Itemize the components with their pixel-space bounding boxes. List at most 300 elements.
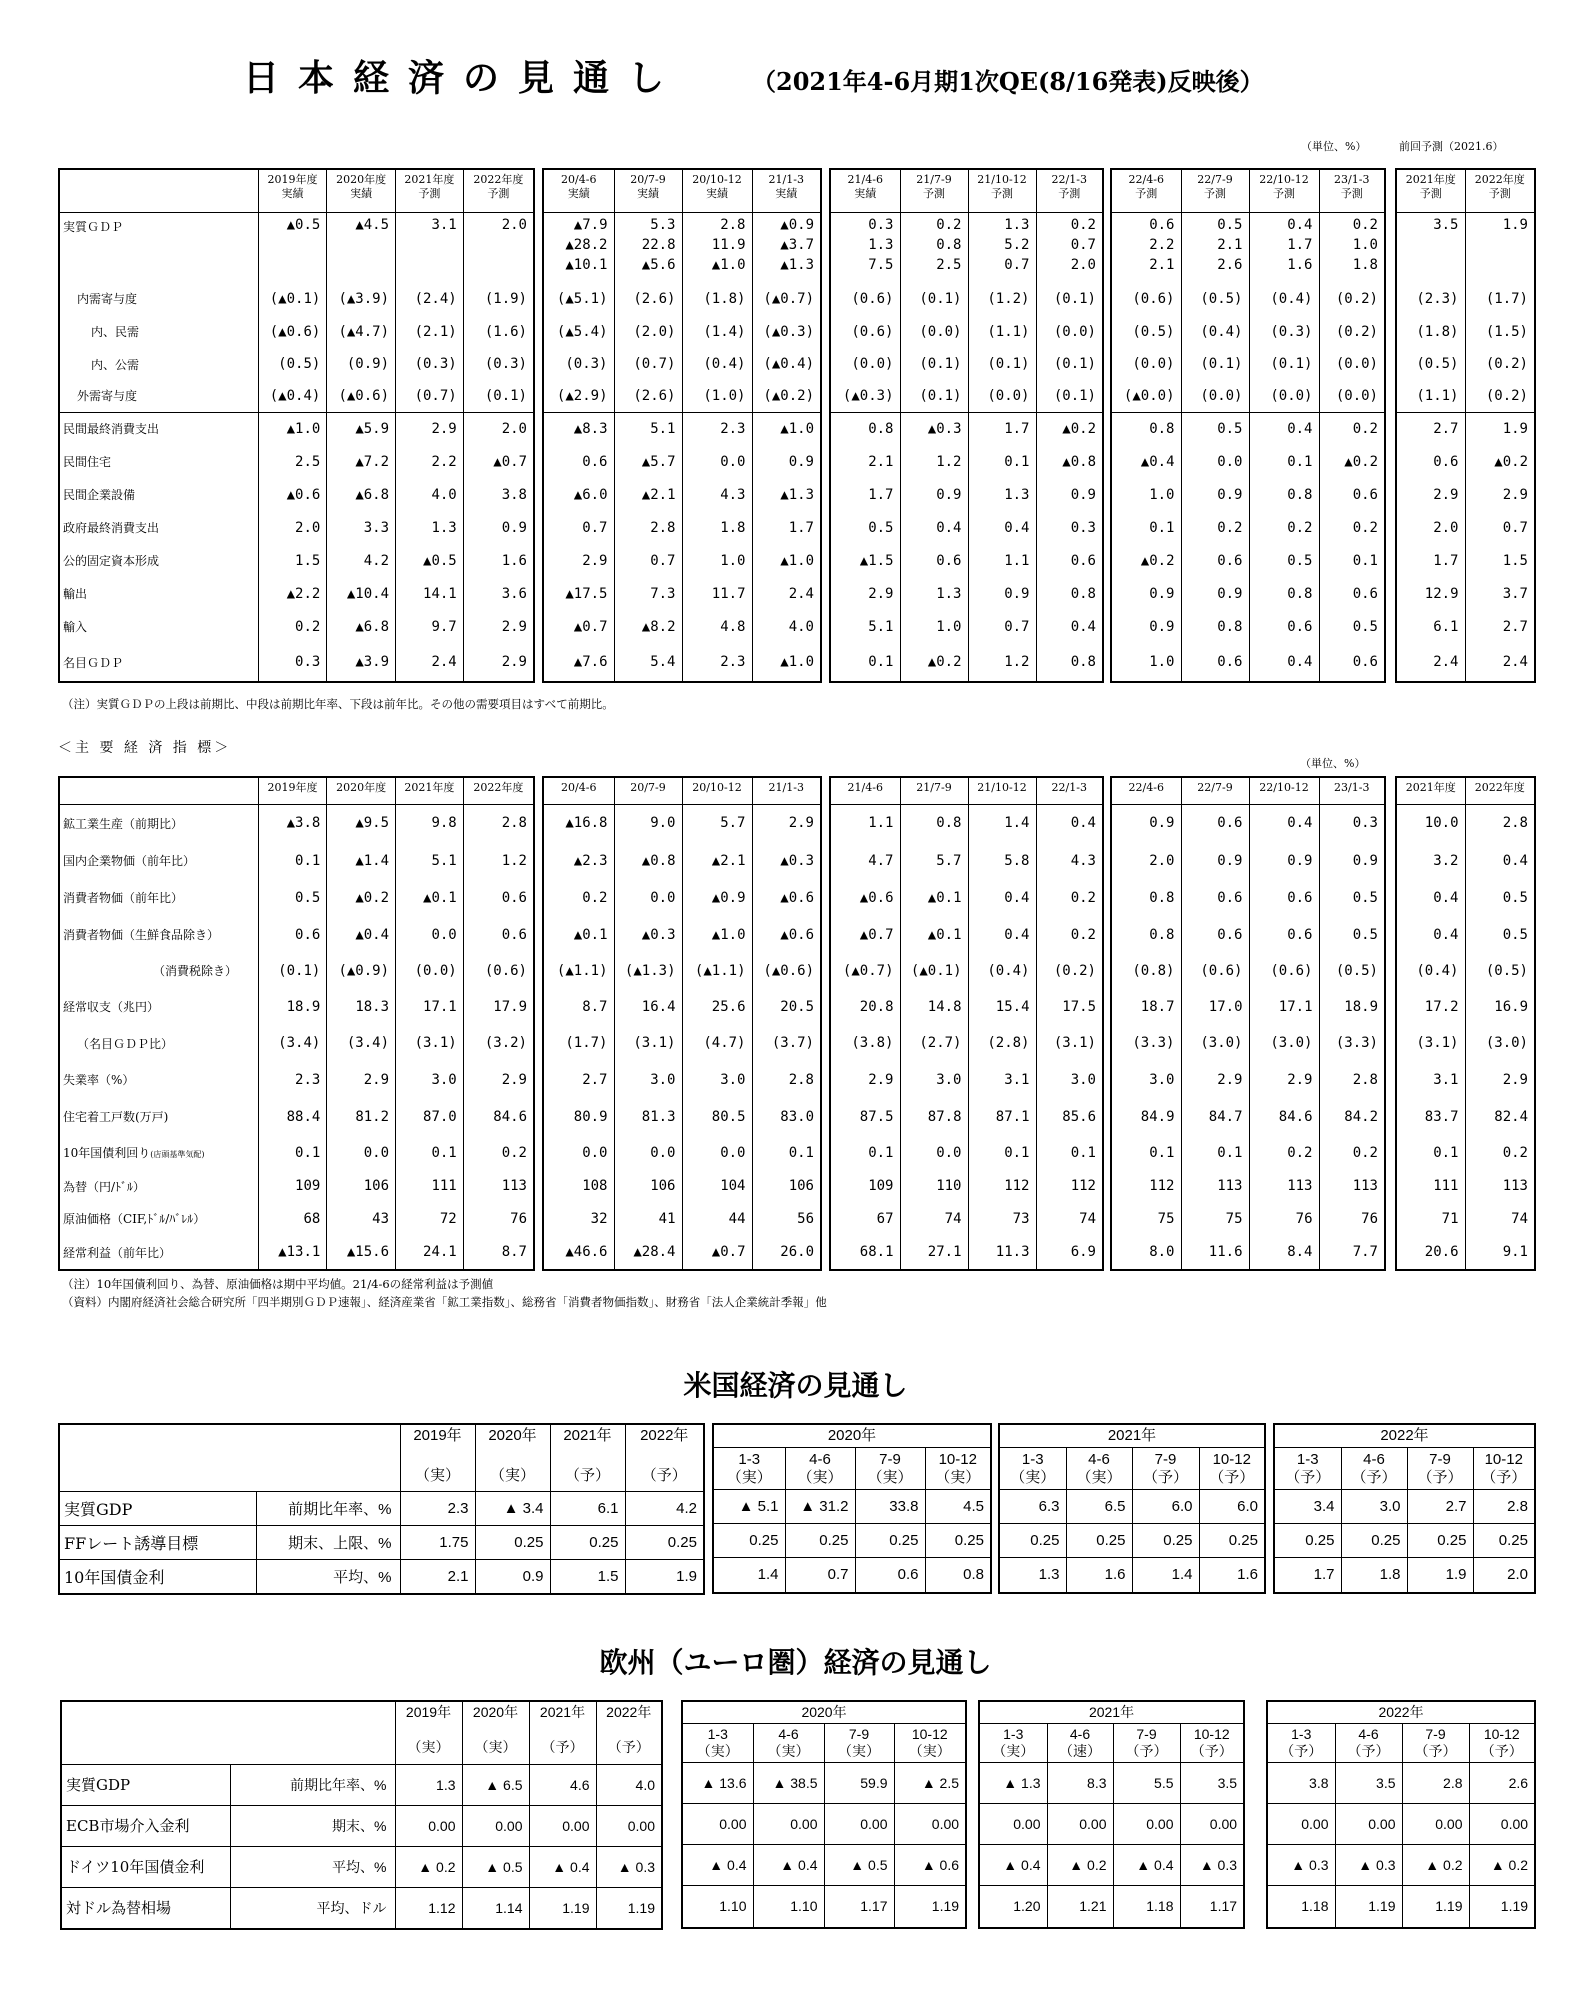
column-header	[462, 1702, 529, 1764]
value-cell: 2.9	[1249, 1061, 1319, 1098]
value-cell: (1.7)	[565, 1035, 608, 1051]
quarter-header	[785, 1448, 855, 1490]
row-label-text: 外需寄与度	[77, 389, 138, 404]
value-cell: 0.3 1.3 7.5	[868, 216, 894, 273]
value-cell: 10.0	[1424, 815, 1459, 832]
row-label: 実質GDP	[62, 1764, 230, 1805]
column-header-year: 2019年	[413, 1427, 462, 1444]
value-cell: (1.8)	[682, 282, 752, 315]
table-row	[1112, 804, 1384, 842]
value-cell: (▲0.9)	[327, 953, 396, 988]
value-cell: 0.9	[900, 478, 968, 511]
value-cell: (0.5)	[1132, 323, 1175, 340]
value-cell: (2.6)	[614, 282, 682, 315]
column-header-year: 2019年	[405, 1704, 452, 1720]
column-header	[682, 778, 752, 804]
value-cell: 4.7	[868, 852, 894, 869]
table-row	[60, 1098, 533, 1135]
value-cell: 75	[1181, 1202, 1249, 1235]
value-cell: 113	[1249, 1170, 1319, 1202]
value-cell: 2.4	[752, 577, 820, 610]
value-cell: 6.1	[1433, 618, 1459, 635]
value-cell: (0.4)	[968, 953, 1036, 988]
value-cell: 0.2	[1319, 412, 1384, 445]
column-header	[1181, 778, 1249, 804]
value-cell: 1.6	[463, 544, 533, 577]
value-cell: ▲1.0	[752, 412, 820, 445]
column-header	[831, 170, 900, 212]
value-cell: (▲0.6)	[258, 315, 327, 348]
value-cell: (▲5.4)	[556, 323, 608, 340]
value-cell: ▲ 0.4	[529, 1846, 596, 1887]
value-cell: 0.6	[1181, 804, 1249, 842]
quarter-status: （予）	[1280, 1743, 1323, 1759]
value-cell: 1.7	[1433, 552, 1459, 569]
quarter-header	[714, 1448, 785, 1490]
value-cell: (2.3)	[1416, 290, 1459, 307]
value-cell: 0.4	[1433, 926, 1459, 943]
value-cell: 81.3	[614, 1098, 682, 1135]
value-cell: 1.1	[868, 815, 894, 832]
table-row	[831, 842, 1102, 879]
value-cell: 0.9	[968, 577, 1036, 610]
value-cell: ▲0.1	[396, 879, 464, 916]
table-row	[831, 577, 1102, 610]
value-cell: 87.0	[396, 1098, 464, 1135]
value-cell: 0.1	[1036, 1135, 1102, 1170]
value-cell: ▲0.8	[614, 842, 682, 879]
value-cell: 6.0	[1132, 1490, 1199, 1524]
value-cell: ▲0.7	[682, 1235, 752, 1269]
table-row	[831, 478, 1102, 511]
value-cell: 4.5	[925, 1490, 990, 1524]
value-cell: 0.6	[1181, 916, 1249, 953]
jp1-group-1	[58, 168, 535, 683]
column-header-line: 予測	[1419, 187, 1442, 200]
value-cell: 1.19	[1335, 1886, 1402, 1927]
column-header	[614, 170, 682, 212]
table-row	[60, 315, 533, 348]
value-cell: 0.0	[682, 445, 752, 478]
value-cell: 84.2	[1319, 1098, 1384, 1135]
value-cell: 1.20	[980, 1886, 1047, 1927]
table-row	[1397, 916, 1534, 953]
value-cell: 2.1	[868, 453, 894, 470]
table-row	[1112, 1025, 1384, 1061]
value-cell: 72	[396, 1202, 464, 1235]
value-cell: 84.6	[463, 1098, 533, 1135]
value-cell: 0.8	[831, 412, 900, 445]
value-cell: 4.0	[596, 1764, 661, 1805]
value-cell: 5.3 22.8 ▲5.6	[614, 212, 682, 282]
table-row	[1397, 1098, 1534, 1135]
value-cell: 0.00	[1047, 1804, 1113, 1845]
quarter-status: （予）	[1480, 1743, 1523, 1759]
row-label	[60, 879, 258, 916]
table-row	[60, 804, 533, 842]
value-cell: 88.4	[258, 1098, 327, 1135]
value-cell: 1.18	[1113, 1886, 1180, 1927]
value-cell: 24.1	[396, 1235, 464, 1269]
column-header-line: 22/1-3	[1051, 173, 1087, 186]
value-cell: 0.25	[714, 1524, 785, 1558]
value-cell: ▲0.2	[327, 879, 396, 916]
value-cell: ▲0.7	[463, 445, 533, 478]
value-cell: (0.0)	[1181, 380, 1249, 412]
value-cell: (▲0.0)	[1123, 387, 1175, 404]
value-cell: 1.3 5.2 0.7	[968, 212, 1036, 282]
table-row	[1112, 1135, 1384, 1170]
row-label	[60, 988, 258, 1025]
value-cell: (1.4)	[682, 315, 752, 348]
value-cell: 1.0	[682, 544, 752, 577]
value-cell: 0.2	[1036, 879, 1102, 916]
value-cell: ▲ 0.4	[753, 1845, 824, 1886]
us-group-1	[58, 1423, 705, 1595]
value-cell: 84.7	[1181, 1098, 1249, 1135]
jp2-group-3	[829, 776, 1104, 1271]
value-cell: 11.7	[682, 577, 752, 610]
row-label-text: 民間住宅	[63, 455, 112, 469]
us-group-4	[1273, 1423, 1536, 1594]
value-cell: 0.2 0.7 2.0	[1036, 212, 1102, 282]
value-cell: 1.18	[1268, 1886, 1335, 1927]
table-row	[1000, 1490, 1264, 1524]
value-cell: 1.3	[395, 1764, 462, 1805]
value-cell: 74	[1465, 1202, 1534, 1235]
column-header-line: 2022年度	[1474, 781, 1525, 794]
value-cell: (▲0.3)	[842, 387, 894, 404]
value-cell: 0.2	[1181, 511, 1249, 544]
table-row	[544, 879, 820, 916]
table-row	[544, 610, 820, 643]
value-cell: 18.3	[327, 988, 396, 1025]
table-row	[1112, 380, 1384, 412]
value-cell: 68.1	[859, 1244, 894, 1260]
value-cell: 113	[1319, 1170, 1384, 1202]
value-cell: (▲0.4)	[752, 348, 820, 380]
table-row	[60, 879, 533, 916]
column-header	[529, 1702, 596, 1764]
value-cell: ▲2.2	[258, 577, 327, 610]
table-row	[544, 1025, 820, 1061]
value-cell: 0.6	[1249, 610, 1319, 643]
quarter-status: （予）	[1125, 1743, 1168, 1759]
value-cell: 111	[1433, 1178, 1459, 1194]
value-cell: (▲0.3)	[752, 315, 820, 348]
value-cell: 0.5	[1465, 879, 1534, 916]
value-cell: 0.00	[1268, 1804, 1335, 1845]
quarter-label: 10-12	[1483, 1726, 1520, 1742]
value-cell: 0.3	[1319, 804, 1384, 842]
value-cell: 3.7	[1465, 577, 1534, 610]
table-row	[831, 412, 1102, 445]
value-cell: 0.4	[1249, 804, 1319, 842]
value-cell: (0.1)	[900, 282, 968, 315]
value-cell: (0.1)	[1036, 348, 1102, 380]
value-cell: 0.5	[1465, 916, 1534, 953]
value-cell: 0.7	[785, 1558, 855, 1592]
column-header-year: 2021年	[563, 1427, 612, 1444]
year-header: 2020年	[683, 1702, 965, 1724]
value-cell: 0.8	[1181, 610, 1249, 643]
value-cell: 0.1	[1319, 544, 1384, 577]
value-cell: (0.1)	[1036, 380, 1102, 412]
value-cell: 0.00	[824, 1804, 894, 1845]
value-cell: 4.8	[682, 610, 752, 643]
value-cell: 0.0	[682, 1135, 752, 1170]
column-header-line: 20/4-6	[561, 173, 597, 186]
header-spacer	[477, 1445, 549, 1467]
value-cell: 18.9	[1319, 988, 1384, 1025]
table-row	[1397, 577, 1534, 610]
value-cell: (0.6)	[851, 323, 894, 340]
value-cell: (0.5)	[258, 348, 327, 380]
value-cell: ▲ 38.5	[753, 1763, 824, 1804]
table-row	[1397, 1170, 1534, 1202]
quarter-header	[925, 1448, 990, 1490]
column-header-line: 実績	[775, 187, 798, 200]
row-label	[60, 1170, 258, 1202]
eu-group-1	[60, 1700, 663, 1930]
value-cell: ▲ 0.3	[1335, 1845, 1402, 1886]
value-cell: 14.1	[396, 577, 464, 610]
value-cell: 0.9	[475, 1559, 550, 1593]
jp2-group-5	[1395, 776, 1536, 1271]
column-header-line: 2022年度	[473, 781, 524, 794]
value-cell: 1.19	[894, 1886, 965, 1927]
value-cell: 0.5	[1319, 879, 1384, 916]
value-cell: ▲0.6	[859, 889, 894, 906]
table-row	[831, 953, 1102, 988]
table-row	[1112, 1170, 1384, 1202]
value-cell: (0.3)	[396, 348, 464, 380]
row-label-text: 原油価格（CIF,ﾄﾞﾙ/ﾊﾞﾚﾙ）	[63, 1212, 206, 1226]
value-cell: ▲ 1.3	[980, 1763, 1047, 1804]
value-cell: 5.1	[614, 412, 682, 445]
value-cell: 2.5	[258, 445, 327, 478]
value-cell: 0.00	[1180, 1804, 1243, 1845]
value-cell: (0.0)	[1249, 380, 1319, 412]
value-cell: (▲0.6)	[752, 953, 820, 988]
value-cell: (0.4)	[682, 348, 752, 380]
column-header	[1036, 778, 1102, 804]
quarter-header	[753, 1724, 824, 1763]
value-cell: 108	[582, 1178, 608, 1194]
value-cell: 2.1	[400, 1559, 475, 1593]
value-cell: 0.25	[1275, 1524, 1341, 1558]
table-row	[1397, 282, 1534, 315]
value-cell: (0.7)	[396, 380, 464, 412]
value-cell: 80.5	[682, 1098, 752, 1135]
column-header-line: 22/4-6	[1128, 781, 1164, 794]
row-label	[60, 842, 258, 879]
value-cell: 0.7	[1465, 511, 1534, 544]
value-cell: ▲0.1	[573, 926, 608, 943]
value-cell: 0.8	[1249, 577, 1319, 610]
column-header-status: （予）	[607, 1739, 650, 1755]
table-row	[60, 842, 533, 879]
table-row	[1112, 445, 1384, 478]
table-row	[1112, 916, 1384, 953]
value-cell: 87.5	[859, 1108, 894, 1125]
table-row	[831, 1170, 1102, 1202]
table-row	[60, 953, 533, 988]
value-cell: 0.25	[1341, 1524, 1407, 1558]
table-row	[831, 348, 1102, 380]
value-cell: 5.7	[900, 842, 968, 879]
row-label-text: 民間企業設備	[63, 488, 136, 502]
value-cell: (0.0)	[851, 356, 894, 372]
value-cell: (0.0)	[900, 315, 968, 348]
table-row	[1397, 380, 1534, 412]
value-cell: (▲1.1)	[556, 962, 608, 979]
value-cell: (3.7)	[752, 1025, 820, 1061]
value-cell: 32	[590, 1210, 608, 1227]
value-cell: 0.0	[396, 916, 464, 953]
jp1-group-2	[542, 168, 822, 683]
value-cell: 2.2	[396, 445, 464, 478]
value-cell: (0.1)	[900, 380, 968, 412]
value-cell: 0.4	[900, 511, 968, 544]
row-label: FFレート誘導目標	[60, 1525, 256, 1559]
value-cell: 3.4	[1275, 1490, 1341, 1524]
value-cell: 9.0	[614, 804, 682, 842]
value-cell: (0.3)	[463, 348, 533, 380]
value-cell: 2.9	[1181, 1061, 1249, 1098]
value-cell: 0.4	[1249, 643, 1319, 681]
value-cell: 5.4	[614, 643, 682, 681]
value-cell: 0.6	[1249, 879, 1319, 916]
value-cell: 74	[1036, 1202, 1102, 1235]
table-row	[1112, 1098, 1384, 1135]
value-cell: 0.8	[925, 1558, 990, 1592]
table-row	[60, 1202, 533, 1235]
value-cell: 0.6	[1181, 643, 1249, 681]
value-cell: 1.2	[900, 445, 968, 478]
quarter-label: 1-3	[1291, 1726, 1312, 1742]
row-label-text: （消費税除き）	[153, 964, 238, 978]
value-cell: 0.6	[463, 916, 533, 953]
table-row	[831, 1202, 1102, 1235]
header-blank	[60, 778, 258, 804]
value-cell: 0.4	[1465, 842, 1534, 879]
quarter-label: 1-3	[738, 1451, 761, 1468]
quarter-status: （予）	[1142, 1469, 1188, 1486]
value-cell: 1.4	[968, 804, 1036, 842]
value-cell: 0.8	[1249, 478, 1319, 511]
table-row	[1112, 511, 1384, 544]
table-row	[980, 1763, 1243, 1804]
column-header	[1249, 170, 1319, 212]
table-row	[831, 544, 1102, 577]
value-cell: (▲4.7)	[327, 315, 396, 348]
eu-group-4	[1266, 1700, 1536, 1929]
row-label-text: 失業率（%）	[63, 1073, 135, 1087]
value-cell: ▲0.9 ▲3.7 ▲1.3	[752, 212, 820, 282]
table-row	[60, 1235, 533, 1269]
value-cell: 8.0	[1149, 1244, 1175, 1260]
value-cell: 0.0	[327, 1135, 396, 1170]
value-cell: 1.0	[900, 610, 968, 643]
table-row	[1112, 1061, 1384, 1098]
page-subtitle: （2021年4-6月期1次QE(8/16発表)反映後）	[752, 67, 1264, 96]
table-row	[1397, 988, 1534, 1025]
table-row	[683, 1886, 965, 1927]
quarter-label: 7-9	[879, 1451, 901, 1468]
value-cell: 0.5	[258, 879, 327, 916]
value-cell: 1.21	[1047, 1886, 1113, 1927]
table-row	[60, 1025, 533, 1061]
quarter-label: 4-6	[1358, 1726, 1379, 1742]
value-cell: ▲0.7	[573, 618, 608, 635]
table-row	[1112, 412, 1384, 445]
value-cell: 2.8	[1473, 1490, 1534, 1524]
value-cell: ▲1.0	[682, 916, 752, 953]
quarter-header	[1199, 1448, 1264, 1490]
value-cell: 0.1	[968, 1135, 1036, 1170]
eu-title: 欧州（ユーロ圏）経済の見通し	[599, 1647, 992, 1678]
value-cell: 3.1	[1433, 1071, 1459, 1088]
table-row	[60, 1170, 533, 1202]
header-spacer	[464, 1721, 528, 1739]
value-cell: 3.1	[968, 1061, 1036, 1098]
quarter-label: 7-9	[1154, 1451, 1177, 1468]
jp1-group-4	[1110, 168, 1386, 683]
value-cell: ▲17.5	[565, 585, 608, 602]
value-cell: (0.6)	[1181, 953, 1249, 988]
row-unit: 前期比年率、%	[230, 1764, 395, 1805]
header-spacer	[598, 1721, 661, 1739]
table-row	[544, 511, 820, 544]
value-cell: 1.7	[752, 511, 820, 544]
quarter-status: （予）	[1285, 1469, 1331, 1486]
value-cell: 0.25	[855, 1524, 925, 1558]
value-cell: 1.5	[258, 544, 327, 577]
column-header-line: 22/7-9	[1197, 781, 1233, 794]
table-row	[831, 916, 1102, 953]
value-cell: (2.6)	[614, 380, 682, 412]
quarter-header	[1113, 1724, 1180, 1763]
value-cell: 3.5	[1335, 1763, 1402, 1804]
value-cell: 9.1	[1465, 1235, 1534, 1269]
value-cell: 1.6	[1066, 1558, 1132, 1592]
value-cell: (0.5)	[1319, 953, 1384, 988]
column-header-line: 2022年度	[1474, 173, 1525, 186]
table-row	[544, 315, 820, 348]
table-row	[1268, 1763, 1534, 1804]
table-row	[1397, 445, 1534, 478]
value-cell: 111	[396, 1170, 464, 1202]
value-cell: 7.7	[1319, 1235, 1384, 1269]
value-cell: 0.25	[1473, 1524, 1534, 1558]
page-title: 日本経済の見通し	[243, 57, 684, 99]
value-cell: ▲ 0.2	[1402, 1845, 1469, 1886]
row-label	[60, 445, 258, 478]
value-cell: 0.2	[1465, 1135, 1534, 1170]
jp1-group-3	[829, 168, 1104, 683]
value-cell: 2.3	[682, 643, 752, 681]
value-cell: (0.2)	[1319, 315, 1384, 348]
table-row	[60, 412, 533, 445]
table-row	[1397, 804, 1534, 842]
table-row	[1397, 348, 1534, 380]
value-cell: 0.8	[1112, 412, 1181, 445]
value-cell: (0.2)	[1465, 348, 1534, 380]
value-cell: (3.0)	[1181, 1025, 1249, 1061]
value-cell: 3.3	[327, 511, 396, 544]
row-label	[60, 804, 258, 842]
